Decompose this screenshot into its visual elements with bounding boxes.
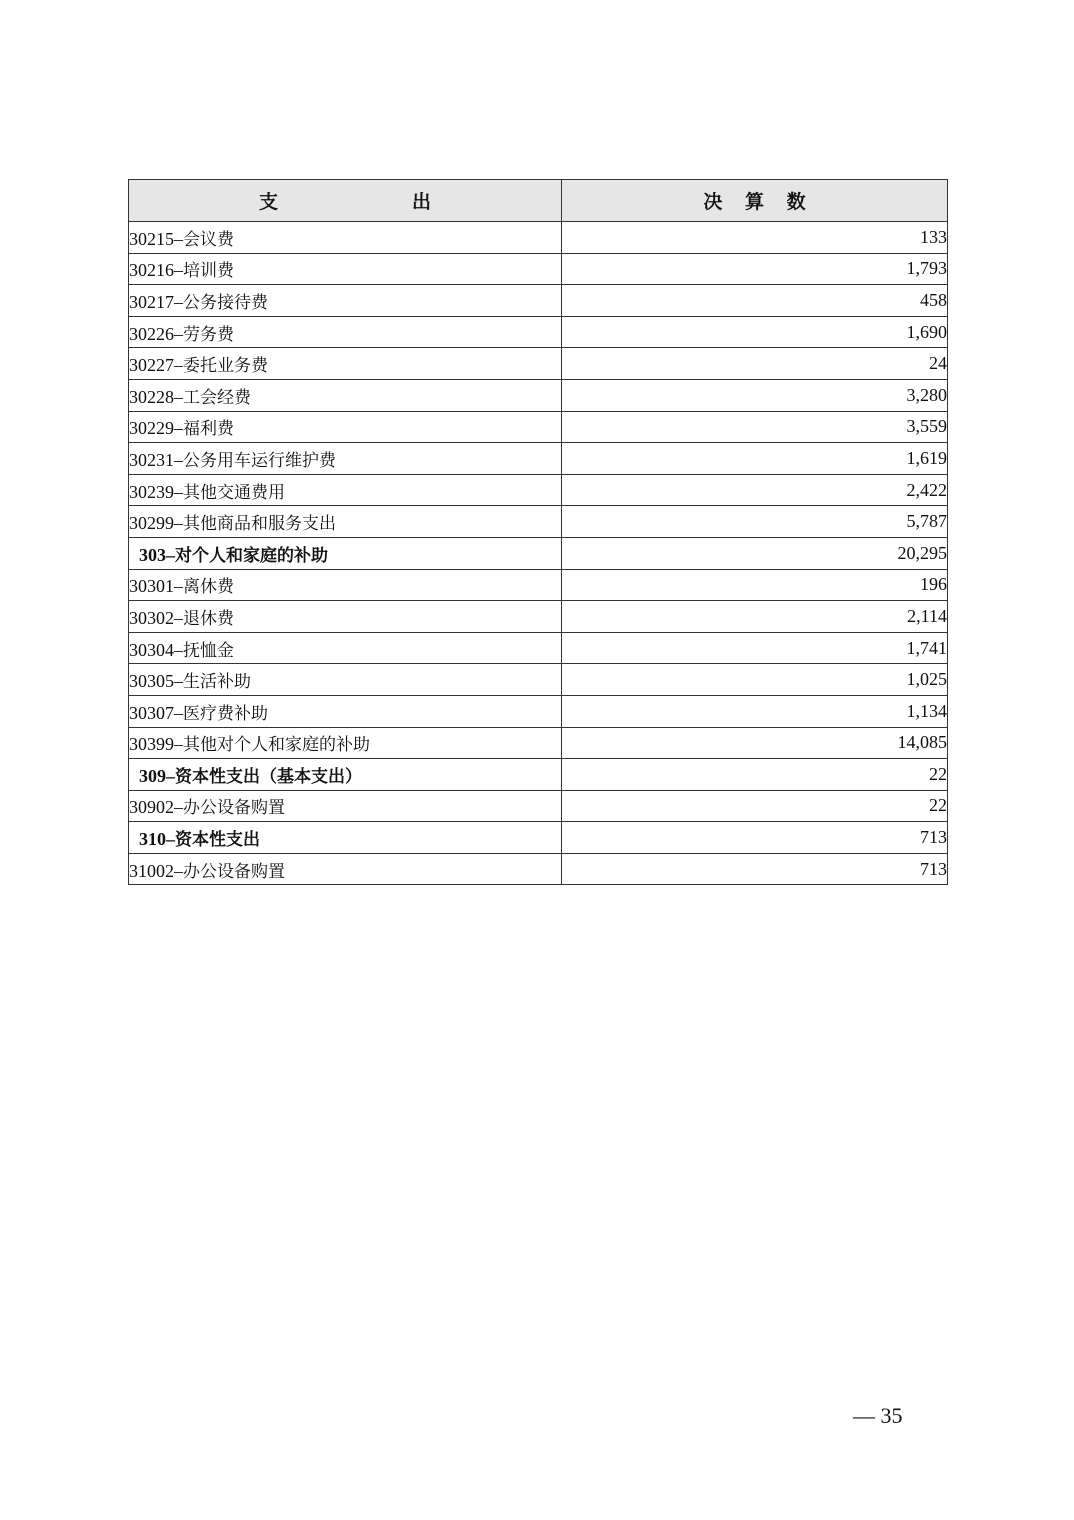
row-value: 1,025 xyxy=(562,664,948,696)
header-expenditure-right: 出 xyxy=(411,191,431,213)
row-value: 22 xyxy=(562,759,948,791)
table-row xyxy=(129,632,948,664)
row-item-cell: 309–资本性支出（基本支出） xyxy=(129,759,562,791)
row-code: 30302 xyxy=(129,607,174,628)
row-name: 办公设备购置 xyxy=(183,861,285,882)
table-row xyxy=(129,853,948,885)
row-item-cell: 30304–抚恤金 xyxy=(129,632,562,664)
row-value: 133 xyxy=(562,222,948,254)
row-code: 30239 xyxy=(129,481,174,502)
table-row xyxy=(129,601,948,633)
row-name: 生活补助 xyxy=(183,672,251,693)
table-row xyxy=(129,664,948,696)
row-code: 30215 xyxy=(129,228,174,249)
expenditure-table xyxy=(128,179,948,885)
row-value: 5,787 xyxy=(562,506,948,538)
row-value: 1,690 xyxy=(562,316,948,348)
row-name: 对个人和家庭的补助 xyxy=(175,545,328,566)
table-row xyxy=(129,348,948,380)
row-value: 1,741 xyxy=(562,632,948,664)
row-code: 30299 xyxy=(129,513,174,534)
row-code: 30227 xyxy=(129,355,174,376)
row-item-cell: 30239–其他交通费用 xyxy=(129,474,562,506)
row-name: 福利费 xyxy=(183,419,234,440)
row-name: 其他对个人和家庭的补助 xyxy=(183,735,370,756)
row-name: 委托业务费 xyxy=(183,356,268,377)
row-value: 1,619 xyxy=(562,443,948,475)
row-value: 3,280 xyxy=(562,379,948,411)
table-row xyxy=(129,443,948,475)
row-name: 工会经费 xyxy=(183,387,251,408)
row-item-cell: 30229–福利费 xyxy=(129,411,562,443)
row-code: 30399 xyxy=(129,734,174,755)
header-expenditure-left: 支 xyxy=(259,191,279,213)
row-code: 30305 xyxy=(129,671,174,692)
row-value: 196 xyxy=(562,569,948,601)
row-code: 30217 xyxy=(129,291,174,312)
row-item-cell: 30305–生活补助 xyxy=(129,664,562,696)
row-item-cell: 30226–劳务费 xyxy=(129,316,562,348)
row-value: 14,085 xyxy=(562,727,948,759)
row-code: 303 xyxy=(139,544,166,565)
row-value: 713 xyxy=(562,822,948,854)
row-name: 劳务费 xyxy=(183,324,234,345)
header-expenditure xyxy=(129,180,562,222)
row-item-cell: 30217–公务接待费 xyxy=(129,285,562,317)
table-row xyxy=(129,316,948,348)
row-value: 24 xyxy=(562,348,948,380)
table-row xyxy=(129,727,948,759)
row-value: 20,295 xyxy=(562,537,948,569)
row-item-cell: 30302–退休费 xyxy=(129,601,562,633)
row-code: 310 xyxy=(139,829,166,850)
row-value: 458 xyxy=(562,285,948,317)
table-row xyxy=(129,695,948,727)
row-code: 30229 xyxy=(129,418,174,439)
row-code: 30307 xyxy=(129,702,174,723)
table-row xyxy=(129,253,948,285)
row-code: 30228 xyxy=(129,386,174,407)
row-name: 公务用车运行维护费 xyxy=(183,450,336,471)
row-name: 会议费 xyxy=(183,229,234,250)
row-name: 其他交通费用 xyxy=(183,482,285,503)
table-row xyxy=(129,506,948,538)
row-code: 30301 xyxy=(129,576,174,597)
row-name: 医疗费补助 xyxy=(183,703,268,724)
table-row-category xyxy=(129,537,948,569)
table-row-category xyxy=(129,759,948,791)
row-value: 1,134 xyxy=(562,695,948,727)
row-item-cell: 31002–办公设备购置 xyxy=(129,853,562,885)
table-row xyxy=(129,379,948,411)
row-item-cell: 30902–办公设备购置 xyxy=(129,790,562,822)
row-name: 离休费 xyxy=(183,577,234,598)
row-code: 30216 xyxy=(129,260,174,281)
row-item-cell: 30301–离休费 xyxy=(129,569,562,601)
row-item-cell: 303–对个人和家庭的补助 xyxy=(129,537,562,569)
row-code: 30231 xyxy=(129,449,174,470)
row-code: 30902 xyxy=(129,797,174,818)
row-name: 资本性支出 xyxy=(175,830,260,851)
row-name: 培训费 xyxy=(183,261,234,282)
row-item-cell: 30399–其他对个人和家庭的补助 xyxy=(129,727,562,759)
row-item-cell: 30227–委托业务费 xyxy=(129,348,562,380)
row-value: 3,559 xyxy=(562,411,948,443)
row-item-cell: 30231–公务用车运行维护费 xyxy=(129,443,562,475)
row-name: 资本性支出（基本支出） xyxy=(175,766,362,787)
page-number: — 35 xyxy=(853,1403,903,1428)
table-row xyxy=(129,222,948,254)
table-row-category xyxy=(129,822,948,854)
row-item-cell: 30216–培训费 xyxy=(129,253,562,285)
header-final-amount xyxy=(562,180,948,222)
table-body xyxy=(129,222,948,885)
row-code: 30304 xyxy=(129,639,174,660)
row-value: 22 xyxy=(562,790,948,822)
row-value: 1,793 xyxy=(562,253,948,285)
row-name: 退休费 xyxy=(183,608,234,629)
row-item-cell: 30228–工会经费 xyxy=(129,379,562,411)
header-final-amount-label: 决 算 数 xyxy=(703,191,814,213)
row-item-cell: 30307–医疗费补助 xyxy=(129,695,562,727)
row-value: 2,114 xyxy=(562,601,948,633)
row-item-cell: 30299–其他商品和服务支出 xyxy=(129,506,562,538)
row-value: 2,422 xyxy=(562,474,948,506)
row-item-cell: 30215–会议费 xyxy=(129,222,562,254)
table-row xyxy=(129,285,948,317)
row-name: 其他商品和服务支出 xyxy=(183,514,336,535)
table-row xyxy=(129,569,948,601)
table-header-row xyxy=(129,180,948,222)
table-row xyxy=(129,474,948,506)
row-code: 31002 xyxy=(129,860,174,881)
table-row xyxy=(129,411,948,443)
row-name: 办公设备购置 xyxy=(183,798,285,819)
row-code: 30226 xyxy=(129,323,174,344)
row-item-cell: 310–资本性支出 xyxy=(129,822,562,854)
row-value: 713 xyxy=(562,853,948,885)
row-name: 抚恤金 xyxy=(183,640,234,661)
row-code: 309 xyxy=(139,765,166,786)
table-row xyxy=(129,790,948,822)
row-name: 公务接待费 xyxy=(183,292,268,313)
